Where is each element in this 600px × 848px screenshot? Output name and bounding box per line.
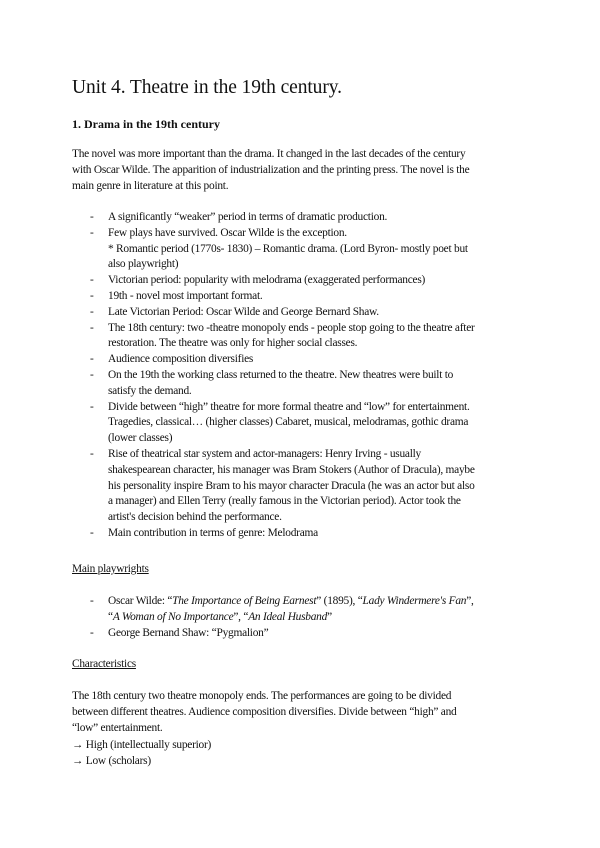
bullet-dash: - xyxy=(90,595,94,607)
section-heading: 1. Drama in the 19th century xyxy=(72,117,220,131)
work-title: Lady Windermere's Fan xyxy=(362,595,467,607)
high-arrow-line: → High (intellectually superior) xyxy=(72,739,212,751)
bullet-dash: - xyxy=(90,368,94,381)
bullet-dash: - xyxy=(90,526,94,539)
text-line: restoration. The theatre was only for higher social classes. xyxy=(108,337,358,350)
text-line: The novel was more important than the drama. It changed in the last decades of the century xyxy=(72,148,466,160)
page-title: Unit 4. Theatre in the 19th century. xyxy=(72,77,342,98)
bullet-dash: - xyxy=(90,274,94,287)
text-line: “low” entertainment. xyxy=(72,722,163,734)
text-line: also playwright) xyxy=(108,258,179,271)
text-line: with Oscar Wilde. The apparition of industrialization and the printing press. The novel is the xyxy=(72,164,470,176)
text-line: his personality inspire Bram to his mayor character Dracula (he was an actor but also xyxy=(108,479,475,492)
list-item xyxy=(0,526,548,542)
text-line: Divide between “high” theatre for more formal theatre and “low” for entertainment. xyxy=(108,400,470,413)
list-item xyxy=(0,305,548,321)
list-item xyxy=(0,226,548,273)
list-item xyxy=(0,273,548,289)
text-line: The 18th century: two -theatre monopoly ends - people stop going to the theatre after xyxy=(108,321,475,334)
text-line: The 18th century two theatre monopoly ends. The performances are going to be divided xyxy=(72,690,452,702)
bullet-dash: - xyxy=(90,447,94,460)
text-line: Few plays have survived. Oscar Wilde is the exception. xyxy=(108,226,347,239)
characteristics-paragraph xyxy=(72,688,532,736)
bullet-list xyxy=(0,210,600,542)
work-title: An Ideal Husband xyxy=(248,610,328,623)
text-line: On the 19th the working class returned to the theatre. New theatres were built to xyxy=(108,368,454,381)
text-line: Rise of theatrical star system and actor-managers: Henry Irving - usually xyxy=(108,447,422,460)
list-item xyxy=(0,594,548,626)
work-title: The Importance of Being Earnest xyxy=(172,595,317,607)
bullet-dash: - xyxy=(90,321,94,334)
text-line: * Romantic period (1770s- 1830) – Romantic drama. (Lord Byron- mostly poet but xyxy=(108,242,468,255)
list-item xyxy=(0,368,548,400)
list-item xyxy=(0,210,548,226)
work-title: A Woman of No Importance xyxy=(112,610,234,623)
list-item xyxy=(0,289,548,305)
text-line: Victorian period: popularity with melodrama (exaggerated performances) xyxy=(108,274,426,287)
intro-paragraph xyxy=(72,146,532,194)
text-line: George Bernand Shaw: “Pygmalion” xyxy=(108,626,269,639)
bullet-dash: - xyxy=(90,400,94,413)
characteristics-heading: Characteristics xyxy=(72,658,136,670)
bullet-dash: - xyxy=(90,289,94,302)
list-item xyxy=(0,352,548,368)
text-line: main genre in literature at this point. xyxy=(72,180,229,192)
playwrights-list xyxy=(0,594,600,641)
text-line: Main contribution in terms of genre: Melodrama xyxy=(108,526,318,539)
text-line: Audience composition diversifies xyxy=(108,353,254,366)
bullet-dash: - xyxy=(90,626,94,639)
low-arrow-line: → Low (scholars) xyxy=(72,755,151,767)
list-item xyxy=(0,321,548,353)
playwrights-heading: Main playwrights xyxy=(72,563,149,575)
text-line: satisfy the demand. xyxy=(108,384,192,397)
list-item xyxy=(0,626,548,642)
bullet-dash: - xyxy=(90,226,94,239)
text-line: artist's decision behind the performance. xyxy=(108,511,282,524)
text-line: Oscar Wilde: “The Importance of Being Earnest” (1895), “Lady Windermere's Fan”, xyxy=(108,595,474,607)
text-line: A significantly “weaker” period in terms of dramatic production. xyxy=(108,211,388,223)
bullet-dash: - xyxy=(90,305,94,318)
text-line: Late Victorian Period: Oscar Wilde and George Bernard Shaw. xyxy=(108,305,379,318)
text-line: a manager) and Ellen Terry (really famous in the Victorian period). Actor took the xyxy=(108,495,461,508)
text-line: (lower classes) xyxy=(108,432,173,445)
text-line: between different theatres. Audience composition diversifies. Divide between “high” and xyxy=(72,706,457,718)
list-item xyxy=(0,447,548,526)
bullet-dash: - xyxy=(90,211,94,223)
text-line: Tragedies, classical… (higher classes) Cabaret, musical, melodramas, gothic drama xyxy=(108,416,469,429)
text-line: “A Woman of No Importance”, “An Ideal Husband” xyxy=(108,610,332,623)
text-line: 19th - novel most important format. xyxy=(108,289,263,302)
list-item xyxy=(0,400,548,447)
text-line: shakespearean character, his manager was Bram Stokers (Author of Dracula), maybe xyxy=(108,463,475,476)
bullet-dash: - xyxy=(90,353,94,366)
